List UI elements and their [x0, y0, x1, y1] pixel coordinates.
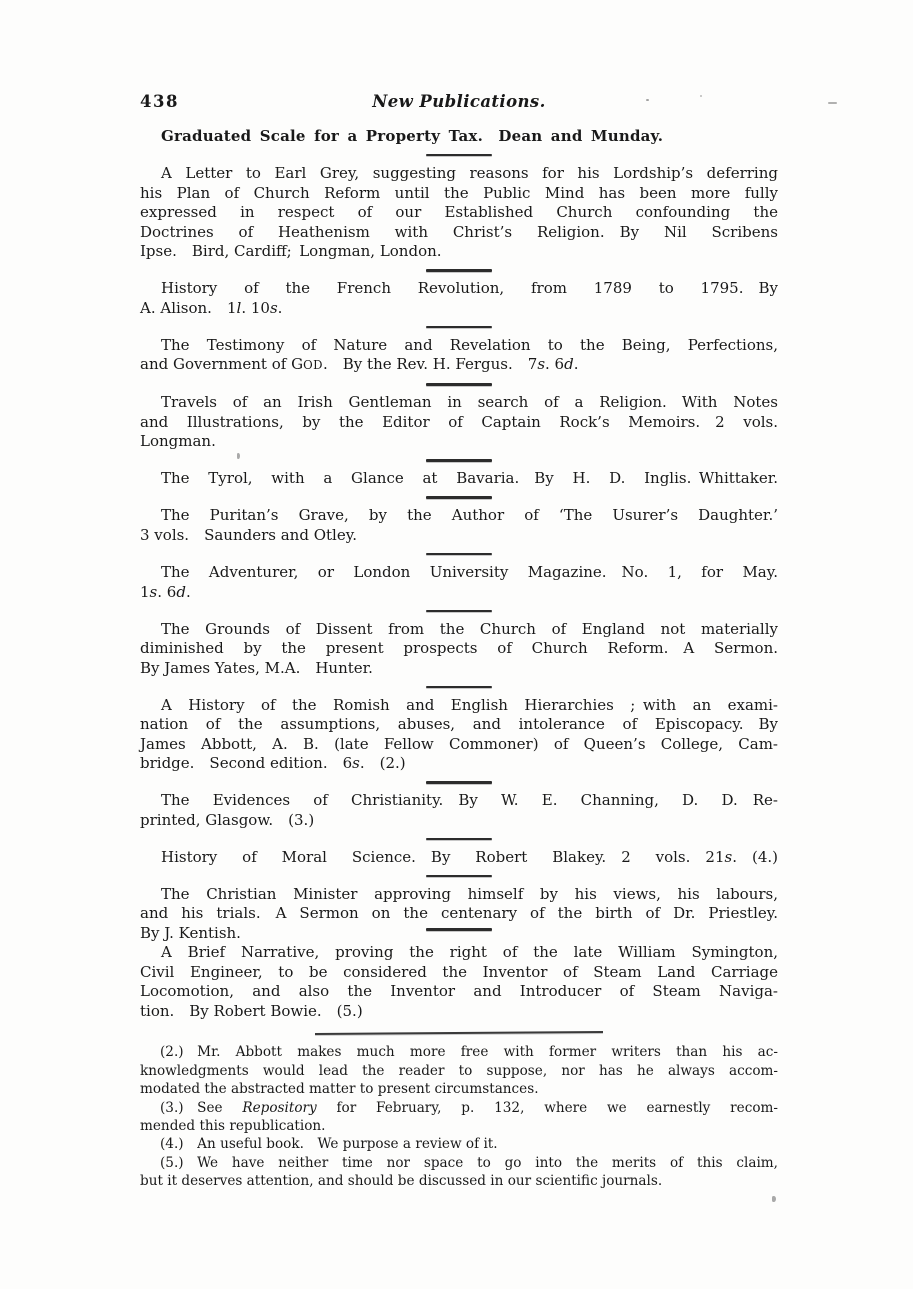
entry-divider: [140, 781, 778, 783]
publication-entry-line: A Letter to Earl Grey, suggesting reasons for his Lordship’s deferring: [161, 164, 778, 183]
publication-entry-line: nation of the assumptions, abuses, and intolerance of Episcopacy. By: [140, 715, 778, 734]
footnote-line: modated the abstracted matter to present circumstances.: [140, 1081, 539, 1098]
scan-artifact: [700, 95, 702, 97]
publication-entry-line: James Abbott, A. B. (late Fellow Commoner) of Queen’s College, Cam-: [140, 734, 778, 753]
publication-entry: [140, 885, 778, 944]
publication-entry-line: The Puritan’s Grave, by the Author of ‘The Usurer’s Daughter.’: [161, 506, 778, 525]
scan-artifact: [772, 1196, 776, 1202]
divider-rule: [426, 686, 492, 688]
publication-entry-line: 3 vols. Saunders and Otley.: [140, 525, 357, 544]
divider-rule: [426, 326, 492, 328]
publication-entry: [140, 848, 778, 868]
entry-divider: [140, 838, 778, 840]
footnote-line: knowledgments would lead the reader to suppose, nor has he always accom-: [140, 1062, 778, 1079]
publication-entry-line: By James Yates, M.A. Hunter.: [140, 658, 373, 677]
entry-divider: [140, 326, 778, 328]
publications-list: [140, 127, 778, 1021]
publication-entry-line: History of Moral Science. By Robert Blakey. 2 vols. 21s. (4.): [161, 847, 778, 866]
divider-rule: [426, 269, 492, 271]
scan-artifact: [646, 99, 649, 101]
publication-entry-line: printed, Glasgow. (3.): [140, 810, 315, 829]
publication-entry-line: The Testimony of Nature and Revelation to the Being, Perfections,: [161, 335, 778, 354]
publication-entry-line: Locomotion, and also the Inventor and Introducer of Steam Naviga-: [140, 982, 778, 1001]
page-content: [140, 92, 778, 1191]
entry-divider: [140, 553, 778, 555]
entry-divider: [140, 875, 778, 877]
publication-entry-line: and his trials. A Sermon on the centenary of the birth of Dr. Priestley.: [140, 904, 778, 923]
footnote-line: (3.) See Repository for February, p. 132, where we earnestly recom-: [160, 1099, 778, 1116]
footnote-line: (2.) Mr. Abbott makes much more free with former writers than his ac-: [160, 1044, 778, 1061]
divider-rule: [426, 154, 492, 156]
footnote: [140, 1135, 778, 1153]
publication-entry: [140, 336, 778, 376]
publication-entry-line: and Government of GOD. By the Rev. H. Fergus. 7s. 6d.: [140, 355, 579, 374]
publication-entry-line: Travels of an Irish Gentleman in search of a Religion. With Notes: [161, 393, 778, 412]
entry-divider: [140, 269, 778, 271]
divider-rule: [426, 781, 492, 783]
footnote: [140, 1154, 778, 1191]
publication-entry: [140, 563, 778, 602]
footnote-line: (5.) We have neither time nor space to go into the merits of this claim,: [160, 1154, 778, 1171]
publication-entry-line: The Adventurer, or London University Magazine. No. 1, for May.: [161, 563, 778, 582]
divider-rule: [426, 383, 492, 385]
footnote-separator-rule: [315, 1031, 603, 1035]
divider-rule: [426, 838, 492, 840]
publication-entry-line: By J. Kentish.: [140, 923, 241, 942]
publication-entry-line: Longman.: [140, 432, 216, 451]
publication-entry-line: A History of the Romish and English Hierarchies ; with an exami-: [161, 695, 778, 714]
entry-divider: [140, 496, 778, 498]
footnote-line: (4.) An useful book. We purpose a review of it.: [160, 1136, 498, 1153]
publication-entry-line: tion. By Robert Bowie. (5.): [140, 1001, 363, 1020]
running-head: [140, 92, 778, 116]
publication-entry: [140, 469, 778, 489]
scan-artifact: [237, 453, 240, 459]
publication-entry: [140, 279, 778, 318]
divider-rule: [426, 553, 492, 555]
publication-entry-line: his Plan of Church Reform until the Public Mind has been more fully: [140, 183, 778, 202]
publication-entry: [140, 393, 778, 452]
entry-divider: [140, 610, 778, 612]
divider-rule: [426, 459, 492, 461]
page-number: 438: [140, 92, 179, 111]
publication-entry-line: Ipse. Bird, Cardiff; Longman, London.: [140, 242, 442, 261]
publication-entry-line: History of the French Revolution, from 1789 to 1795. By: [161, 279, 778, 298]
footnote: [140, 1043, 778, 1098]
footnotes-section: [140, 1043, 778, 1190]
publication-entry-line: The Tyrol, with a Glance at Bavaria. By H. D. Inglis. Whittaker.: [161, 469, 778, 488]
divider-rule: [426, 610, 492, 612]
entry-divider: [140, 383, 778, 385]
publication-entry: [140, 506, 778, 545]
publication-entry-line: 1s. 6d.: [140, 582, 191, 601]
publication-entry-line: A Brief Narrative, proving the right of the late William Symington,: [161, 943, 778, 962]
publication-entry: [140, 696, 778, 774]
publication-entry-line: bridge. Second edition. 6s. (2.): [140, 754, 406, 773]
entry-divider: [140, 686, 778, 688]
publication-entry-line: and Illustrations, by the Editor of Captain Rock’s Memoirs. 2 vols.: [140, 412, 778, 431]
divider-rule: [426, 875, 492, 877]
publication-entry-line: A. Alison. 1l. 10s.: [140, 298, 283, 317]
publication-entry-line: diminished by the present prospects of Church Reform. A Sermon.: [140, 639, 778, 658]
publication-entry-line: Doctrines of Heathenism with Christ’s Religion. By Nil Scribens: [140, 222, 778, 241]
publication-entry: [140, 620, 778, 679]
publication-entry: [140, 127, 778, 147]
entry-divider: [140, 459, 778, 461]
publication-entry: [140, 164, 778, 262]
publication-entry: [140, 943, 778, 1021]
publication-entry: [140, 791, 778, 830]
footnote-line: mended this republication.: [140, 1118, 326, 1135]
publication-entry-line: The Evidences of Christianity. By W. E. Channing, D. D. Re-: [161, 791, 778, 810]
publication-entry-line: The Grounds of Dissent from the Church of England not materially: [161, 619, 778, 638]
scan-artifact: [828, 102, 837, 104]
publication-entry-line: Graduated Scale for a Property Tax. Dean and Munday.: [161, 127, 664, 145]
footnote: [140, 1099, 778, 1136]
publication-entry-line: expressed in respect of our Established Church confounding the: [140, 203, 778, 222]
publication-entry-line: The Christian Minister approving himself by his views, his labours,: [161, 884, 778, 903]
divider-rule: [426, 496, 492, 498]
running-title: New Publications.: [372, 92, 546, 111]
entry-divider: [140, 154, 778, 156]
footnote-line: but it deserves attention, and should be discussed in our scientific journals.: [140, 1173, 663, 1190]
publication-entry-line: Civil Engineer, to be considered the Inventor of Steam Land Carriage: [140, 962, 778, 981]
